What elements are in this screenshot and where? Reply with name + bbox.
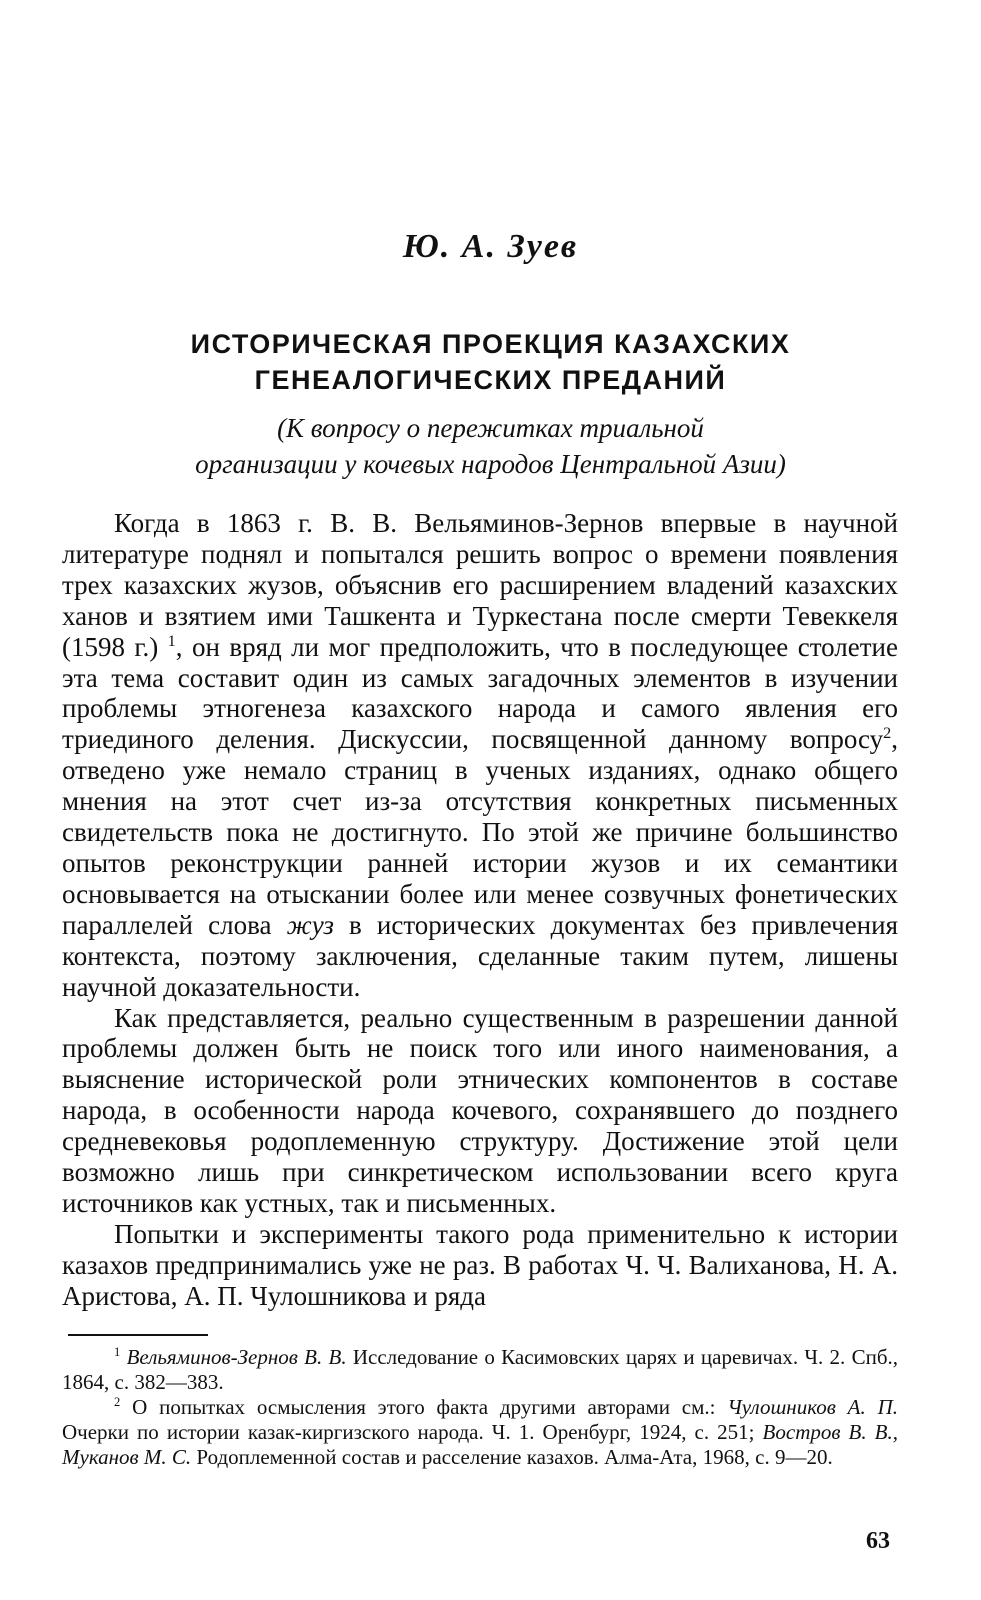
paragraph-1-part-2: , он вряд ли мог предположить, что в последующее столетие эта тема составит один из самых загадочных элементов в изучении проблемы этногенеза казахского народа и самого явления его триединого деления. Дискуссии, посвященной данному вопросу bbox=[62, 631, 898, 755]
footnotes bbox=[62, 1345, 898, 1470]
article-title bbox=[60, 326, 921, 398]
article-subtitle bbox=[60, 410, 921, 482]
footnote-2-text-1: О попытках осмысления этого факта другими авторами см.: bbox=[120, 1395, 728, 1419]
footnote-2-author-2: Востров В. В., Муканов М. С. bbox=[62, 1420, 898, 1469]
title-line-2: ГЕНЕАЛОГИЧЕСКИХ ПРЕДАНИЙ bbox=[254, 365, 727, 395]
footnote-ref-1: 1 bbox=[167, 631, 176, 650]
body-text bbox=[62, 508, 898, 1312]
footnote-1 bbox=[62, 1345, 898, 1395]
paragraph-1-part-1: Когда в 1863 г. В. В. Вельяминов-Зернов впервые в научной литературе поднял и попытался решить вопрос о времени появления трех казахских жузов, объяснив его расширением владений казахских ханов и взятием ими Ташкента и Туркестана после смерти Тевеккеля (1598 г.) bbox=[62, 508, 898, 662]
footnote-divider bbox=[68, 1334, 208, 1336]
subtitle-line-2: организации у кочевых народов Центральной Азии) bbox=[195, 449, 786, 479]
footnote-1-text: Исследование о Касимовских царях и царевичах. Ч. 2. Спб., 1864, с. 382—383. bbox=[62, 1345, 898, 1394]
term-zhuz: жуз bbox=[286, 909, 334, 940]
footnote-1-author: Вельяминов-Зернов В. В. bbox=[126, 1345, 347, 1369]
subtitle-line-1: (К вопросу о пережитках триальной bbox=[277, 413, 704, 443]
footnote-2-mark: 2 bbox=[114, 1395, 121, 1409]
paragraph-2: Как представляется, реально существенным в разрешении данной проблемы должен быть не поиск того или иного наименования, а выяснение исторической роли этнических компонентов в составе народа, в особенности народа кочевого, сохранявшего до позднего средневековья родоплеменную структуру. Достижение этой цели возможно лишь при синкретическом использовании всего круга источников как устных, так и письменных. bbox=[62, 1002, 898, 1218]
footnote-2-text-3: Родоплеменной состав и расселение казахов. Алма-Ата, 1968, с. 9—20. bbox=[191, 1445, 833, 1469]
title-line-1: ИСТОРИЧЕСКАЯ ПРОЕКЦИЯ КАЗАХСКИХ bbox=[190, 329, 791, 359]
paragraph-1-part-3: , отведено уже немало страниц в ученых изданиях, однако общего мнения на этот счет из-за отсутствия конкретных письменных свидетельств пока не достигнуто. По этой же причине большинство опытов реконструкции ранней истории жузов и их семантики основывается на отыскании более или менее созвучных фонетических параллелей слова bbox=[62, 724, 898, 940]
footnote-1-mark: 1 bbox=[114, 1345, 121, 1359]
paragraph-3: Попытки и эксперименты такого рода применительно к истории казахов предпринимались уже не раз. В работах Ч. Ч. Валиханова, Н. А. Аристова, А. П. Чулошникова и ряда bbox=[62, 1218, 898, 1311]
author-name: Ю. А. Зуев bbox=[402, 228, 579, 265]
paragraph-1-part-4: в исторических документах без привлечения контекста, поэтому заключения, сделанные таким путем, лишены научной доказательности. bbox=[62, 909, 898, 1002]
footnote-2-text-2: Очерки по истории казак-киргизского народа. Ч. 1. Оренбург, 1924, с. 251; bbox=[62, 1420, 763, 1444]
footnote-2-author-1: Чулошников А. П. bbox=[727, 1395, 898, 1419]
page-number: 63 bbox=[866, 1528, 890, 1554]
paragraph-1 bbox=[62, 508, 898, 1003]
footnote-2 bbox=[62, 1395, 898, 1470]
footnote-ref-2: 2 bbox=[883, 724, 892, 743]
